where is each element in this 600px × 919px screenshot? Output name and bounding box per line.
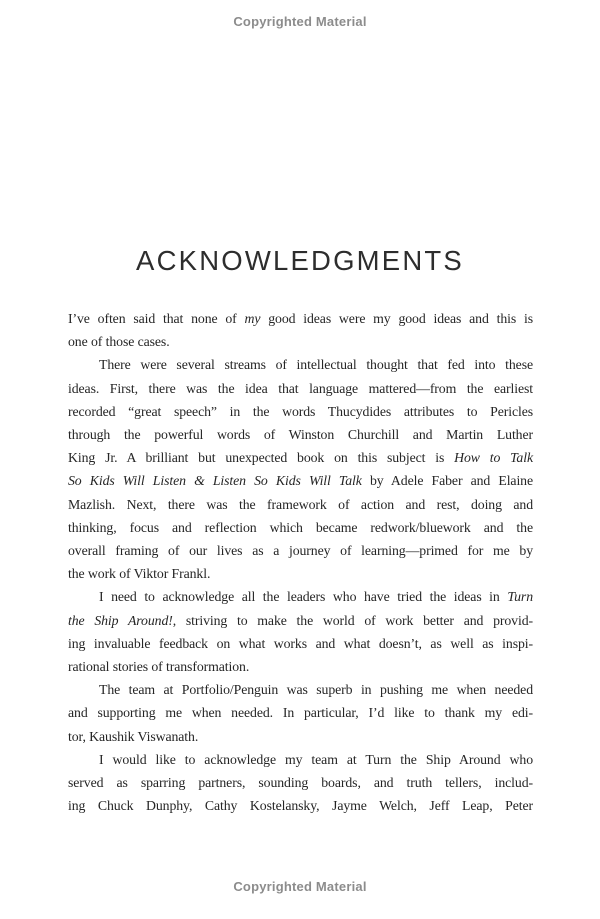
text-segment: overall framing of our lives as a journey of learning—primed for me by	[68, 543, 533, 559]
text-segment: one of those cases.	[68, 334, 170, 350]
text-segment: rational stories of transformation.	[68, 659, 250, 675]
text-line	[68, 748, 533, 771]
text-segment: good ideas were my good ideas and this is	[260, 311, 533, 326]
text-line	[68, 446, 533, 469]
italic-text-segment: the Ship Around!	[68, 612, 173, 628]
text-segment: and supporting me when needed. In particular, I’d like to thank my edi-	[68, 705, 533, 721]
text-segment: , striving to make the world of work better and provid-	[172, 612, 534, 628]
text-line	[68, 469, 533, 492]
text-segment: by Adele Faber and Elaine	[361, 473, 534, 489]
text-line	[68, 794, 533, 817]
text-segment: I need to acknowledge all the leaders who have tried the ideas in	[99, 589, 508, 605]
body-paragraph	[68, 678, 533, 748]
copyright-notice-top: Copyrighted Material	[233, 14, 367, 29]
text-line	[68, 539, 533, 562]
text-segment: the work of Viktor Frankl.	[68, 566, 211, 582]
page-title: ACKNOWLEDGMENTS	[136, 245, 464, 277]
text-line	[68, 307, 533, 330]
text-segment: ing Chuck Dunphy, Cathy Kostelansky, Jayme Welch, Jeff Leap, Peter	[68, 798, 533, 814]
italic-text-segment: So Kids Will Listen & Listen So Kids Will Talk	[68, 473, 362, 489]
text-line	[68, 655, 533, 678]
copyright-notice-bottom: Copyrighted Material	[233, 879, 367, 894]
body-paragraph	[68, 353, 533, 585]
text-segment: thinking, focus and reflection which became redwork/bluework and the	[68, 519, 533, 535]
text-segment: I would like to acknowledge my team at Turn the Ship Around who	[99, 751, 533, 767]
italic-text-segment: How to Talk	[454, 450, 533, 466]
text-line	[68, 632, 533, 655]
text-segment: served as sparring partners, sounding boards, and truth tellers, includ-	[68, 775, 533, 791]
text-segment: recorded “great speech” in the words Thucydides attributes to Pericles	[68, 403, 533, 419]
italic-text-segment: my	[244, 311, 261, 326]
text-segment: There were several streams of intellectual thought that fed into these	[99, 357, 533, 373]
text-line	[68, 585, 533, 608]
text-line	[68, 353, 533, 376]
body-paragraph	[68, 748, 533, 818]
body-paragraph	[68, 585, 533, 678]
text-line	[68, 330, 533, 353]
text-line	[68, 609, 533, 632]
text-segment: The team at Portfolio/Penguin was superb in pushing me when needed	[99, 682, 533, 698]
italic-text-segment: Turn	[507, 589, 533, 605]
text-line	[68, 562, 533, 585]
text-segment: through the powerful words of Winston Churchill and Martin Luther	[68, 427, 533, 443]
text-line	[68, 771, 533, 794]
text-line	[68, 516, 533, 539]
text-segment: Mazlish. Next, there was the framework of action and rest, doing and	[68, 496, 533, 512]
text-line	[68, 423, 533, 446]
text-line	[68, 701, 533, 724]
text-segment: I’ve often said that none of	[68, 311, 245, 326]
text-segment: tor, Kaushik Viswanath.	[68, 728, 199, 744]
text-line	[68, 678, 533, 701]
text-segment: King Jr. A brilliant but unexpected book on this subject is	[68, 450, 455, 466]
text-line	[68, 377, 533, 400]
text-segment: ideas. First, there was the idea that language mattered—from the earliest	[68, 380, 533, 396]
text-line	[68, 400, 533, 423]
text-segment: ing invaluable feedback on what works and what doesn’t, as well as inspi-	[68, 635, 533, 651]
body-text	[68, 307, 533, 817]
text-line	[68, 725, 533, 748]
text-line	[68, 493, 533, 516]
body-paragraph	[68, 307, 533, 353]
